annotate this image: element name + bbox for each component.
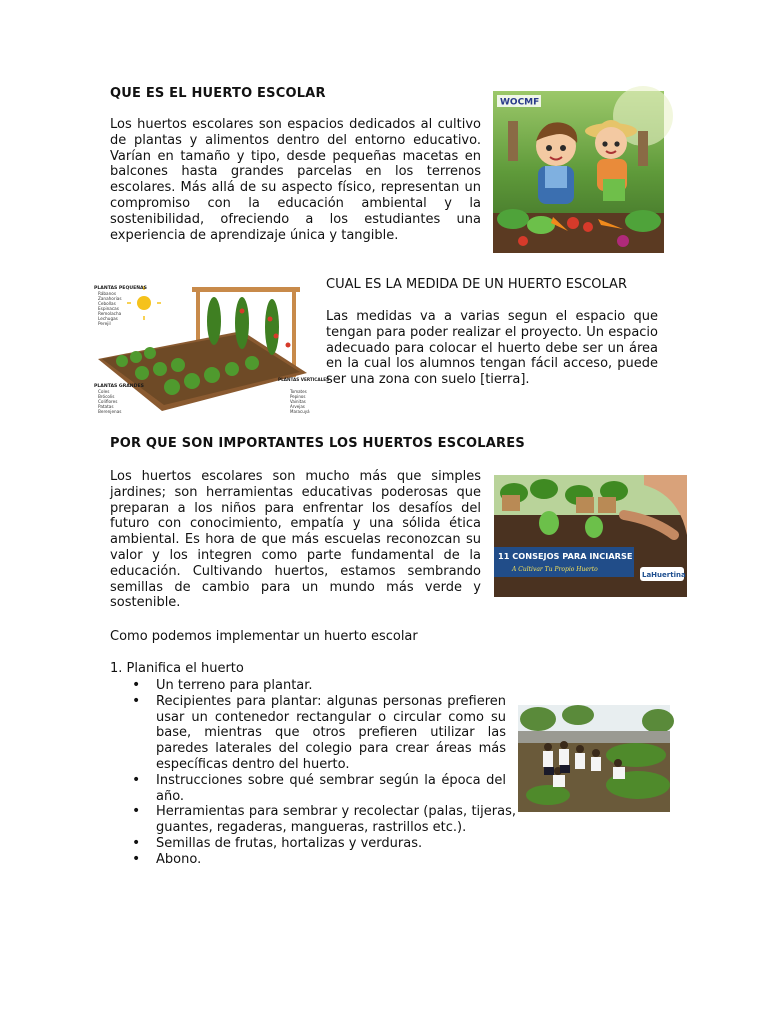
list-item: • Herramientas para sembrar y recolectar (palas, tijeras, guantes, regaderas, mangueras, rastrillos etc.). [110, 804, 516, 836]
diagram-small-item: Zanahorias [98, 296, 122, 301]
step-one: 1. Planifica el huerto [110, 661, 244, 676]
banner-brand: LaHuertina [642, 571, 686, 579]
diagram-label-small: PLANTAS PEQUEÑAS [94, 286, 147, 291]
diagram-vertical-item: Maracuyá [290, 409, 310, 414]
list-item: • Abono. [110, 852, 516, 868]
section-body-que-es: Los huertos escolares son espacios dedicados al cultivo de plantas y alimentos dentro del entorno educativo. Varían en tamaño y tipo, desde pequeñas macetas en balcones hasta grandes parcelas en los terrenos escolares. Más allá de su aspecto físico, representan un compromiso con la educación ambiental y la sostenibilidad, ofreciendo a los estudiantes una experiencia de aprendizaje única y tangible. [110, 117, 481, 243]
diagram-small-item: Rábanos [98, 291, 117, 296]
diagram-vertical-item: Pepinos [290, 394, 306, 399]
logo-text: WOCMF [500, 97, 540, 108]
diagram-small-item: Cebollas [98, 301, 116, 306]
section-body-medida: Las medidas va a varias segun el espacio que tengan para poder realizar el proyecto. Un espacio adecuado para colocar el huerto debe ser un área en la cual los alumnos tengan fácil acceso, puede ser una zona con suelo [tierra]. [326, 309, 658, 388]
diagram-vertical-item: Vainitas [290, 399, 306, 404]
diagram-vertical-item: Arvejas [290, 404, 305, 409]
section-body-importantes: Los huertos escolares son mucho más que simples jardines; son herramientas educativas poderosas que preparan a los niños para enfrentar los desafíos del futuro con conocimiento, empatía y una sólida ética ambiental. Es hora de que más escuelas reconozcan su valor y los integren como parte fundamental de la educación. Cultivando huertos, estamos sembrando semillas de cambio para un mundo más verde y sostenible. [110, 469, 481, 611]
diagram-large-item: Coles [98, 389, 110, 394]
section-title-importantes: POR QUE SON IMPORTANTES LOS HUERTOS ESCOLARES [110, 436, 525, 451]
list-item: • Recipientes para plantar: algunas personas prefieren usar un contenedor rectangular o circular como su base, mientras que otros prefieren utilizar las paredes laterales del colegio para crear áreas más específicas dentro del huerto. [110, 694, 506, 773]
section-title-que-es: QUE ES EL HUERTO ESCOLAR [110, 86, 326, 101]
diagram-label-large: PLANTAS GRANDES [94, 384, 144, 389]
diagram-small-item: Lechugas [98, 316, 118, 321]
diagram-large-item: Patatas [98, 404, 114, 409]
implement-intro: Como podemos implementar un huerto escolar [110, 629, 418, 644]
list-item: • Instrucciones sobre qué sembrar según la época del año. [110, 773, 506, 805]
garden-layout-diagram [92, 281, 330, 417]
consejos-banner-image [494, 475, 687, 597]
diagram-small-item: Remolacha [98, 311, 122, 316]
diagram-vertical-item: Tomates [290, 389, 307, 394]
diagram-large-item: Berenjenas [98, 409, 122, 414]
list-item: • Un terreno para plantar. [110, 678, 516, 694]
list-item: • Semillas de frutas, hortalizas y verduras. [110, 836, 516, 852]
diagram-large-item: Coliflores [98, 399, 118, 404]
diagram-large-item: Brócolis [98, 394, 115, 399]
diagram-label-vertical: PLANTAS VERTICALES [278, 377, 330, 382]
kids-gardening-image [493, 91, 664, 253]
materials-list [110, 678, 516, 868]
diagram-small-item: Perejil [98, 321, 111, 326]
diagram-small-item: Espinacas [98, 306, 119, 311]
banner-subline: A Cultivar Tu Propio Huerto [512, 566, 598, 573]
banner-headline: 11 CONSEJOS PARA INCIARSE [498, 551, 633, 561]
students-garden-photo [518, 705, 670, 812]
section-title-medida: CUAL ES LA MEDIDA DE UN HUERTO ESCOLAR [326, 277, 627, 292]
